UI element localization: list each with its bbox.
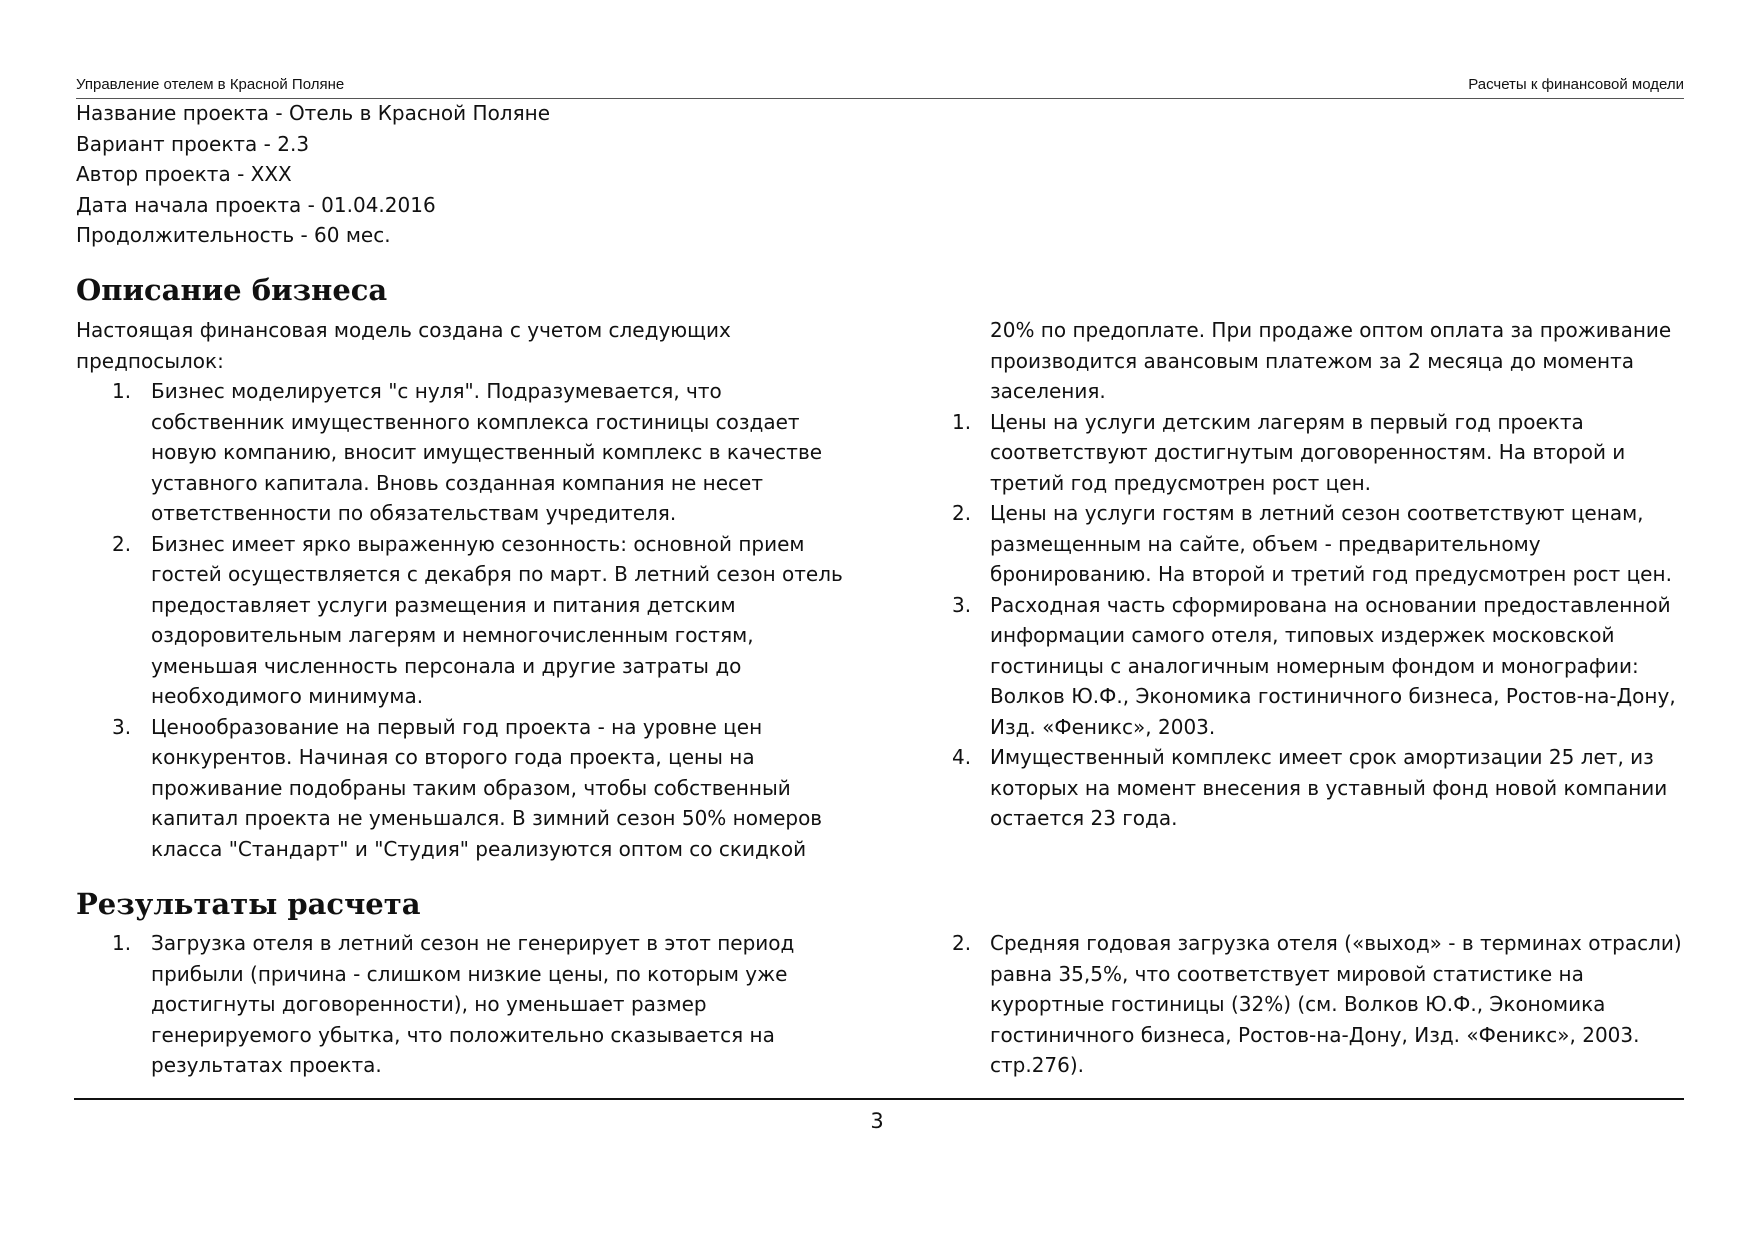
list-item xyxy=(76,376,846,529)
list-item-text: Имущественный комплекс имеет срок амортизации 25 лет, из которых на момент внесения в уставный фонд новой компании остается 23 года. xyxy=(990,745,1668,830)
business-description-intro: Настоящая финансовая модель создана с учетом следующих предпосылок: xyxy=(76,318,731,373)
footer-divider xyxy=(74,1098,1684,1100)
header-document-title: Управление отелем в Красной Поляне xyxy=(76,76,345,93)
page-number: 3 xyxy=(870,1109,884,1133)
results-left-column xyxy=(76,928,846,1081)
list-item-number: 1. xyxy=(112,931,132,955)
business-description-left-column xyxy=(76,315,846,864)
results-list xyxy=(76,928,846,1081)
list-item-text: Расходная часть сформирована на основании предоставленной информации самого отеля, типовых издержек московской гостиницы с аналогичным номерным фондом и монографии: Волков Ю.Ф., Экономика гостиничного бизнеса, Ростов-на-Дону, Изд. «Феникс», 2003. xyxy=(990,592,1676,739)
list-item-text: Средняя годовая загрузка отеля («выход» - в терминах отрасли) равна 35,5%, что соответствует мировой статистике на курортные гостиницы (32%) (см. Волков Ю.Ф., Экономика гостиничного бизнеса, Ростов-на-Дону, Изд. «Феникс», 2003. стр.276). xyxy=(990,931,1682,1077)
list-item xyxy=(952,407,1697,499)
business-description-right-column xyxy=(952,315,1697,834)
list-item-text: Цены на услуги детским лагерям в первый год проекта соответствуют достигнутым договоренностям. На второй и третий год предусмотрен рост цен. xyxy=(990,409,1626,495)
results-list-continued xyxy=(952,928,1697,1081)
project-variant: Вариант проекта - 2.3 xyxy=(76,131,310,156)
assumptions-list-continued xyxy=(952,407,1697,834)
list-item-number: 1. xyxy=(952,409,972,434)
list-item xyxy=(76,712,846,865)
list-item-text: Бизнес имеет ярко выраженную сезонность: основной прием гостей осуществляется с декабря по март. В летний сезон отель предоставляет услуги размещения и питания детским оздоровительным лагерям и немногочисленным гостям, уменьшая численность персонала и другие затраты до необходимого минимума. xyxy=(151,531,843,708)
list-item xyxy=(76,529,846,712)
project-meta xyxy=(76,98,1076,251)
results-right-column xyxy=(952,928,1697,1081)
project-author: Автор проекта - XXX xyxy=(76,162,292,186)
list-item xyxy=(952,742,1697,834)
list-item-number: 2. xyxy=(112,531,132,556)
project-duration: Продолжительность - 60 мес. xyxy=(76,223,391,247)
list-item xyxy=(76,928,846,1081)
list-item-number: 4. xyxy=(952,745,972,769)
business-description-heading: Описание бизнеса xyxy=(76,273,388,307)
list-item-text: Ценообразование на первый год проекта - на уровне цен конкурентов. Начиная со второго года проекта, цены на проживание подобраны таким образом, чтобы собственный капитал проекта не уменьшался. В зимний сезон 50% номеров класса "Стандарт" и "Студия" реализуются оптом со скидкой xyxy=(151,714,823,861)
project-start-date: Дата начала проекта - 01.04.2016 xyxy=(76,192,436,217)
list-item-continuation: 20% по предоплате. При продаже оптом оплата за проживание производится авансовым платежом за 2 месяца до момента заселения. xyxy=(990,318,1672,403)
list-item-number: 2. xyxy=(952,501,972,525)
project-name: Название проекта - Отель в Красной Поляне xyxy=(76,101,550,125)
assumptions-list xyxy=(76,376,846,864)
list-item xyxy=(952,928,1697,1081)
list-item-text: Бизнес моделируется "с нуля". Подразумевается, что собственник имущественного комплекса гостиницы создает новую компанию, вносит имущественный комплекс в качестве уставного капитала. Вновь созданная компания не несет ответственности по обязательствам учредителя. xyxy=(151,379,823,525)
list-item xyxy=(952,590,1697,743)
page-header xyxy=(76,76,1684,99)
list-item xyxy=(952,498,1697,590)
results-heading: Результаты расчета xyxy=(76,887,421,921)
list-item-text: Загрузка отеля в летний сезон не генерирует в этот период прибыли (причина - слишком низкие цены, по которым уже достигнуты договоренности), но уменьшает размер генерируемого убытка, что положительно сказывается на результатах проекта. xyxy=(151,931,795,1077)
list-item-number: 1. xyxy=(112,379,132,403)
header-section-title: Расчеты к финансовой модели xyxy=(1468,76,1684,93)
list-item-text: Цены на услуги гостям в летний сезон соответствуют ценам, размещенным на сайте, объем - предварительному бронированию. На второй и третий год предусмотрен рост цен. xyxy=(990,501,1672,586)
list-item-number: 2. xyxy=(952,931,972,955)
list-item-number: 3. xyxy=(952,592,972,617)
list-item-number: 3. xyxy=(112,714,132,739)
